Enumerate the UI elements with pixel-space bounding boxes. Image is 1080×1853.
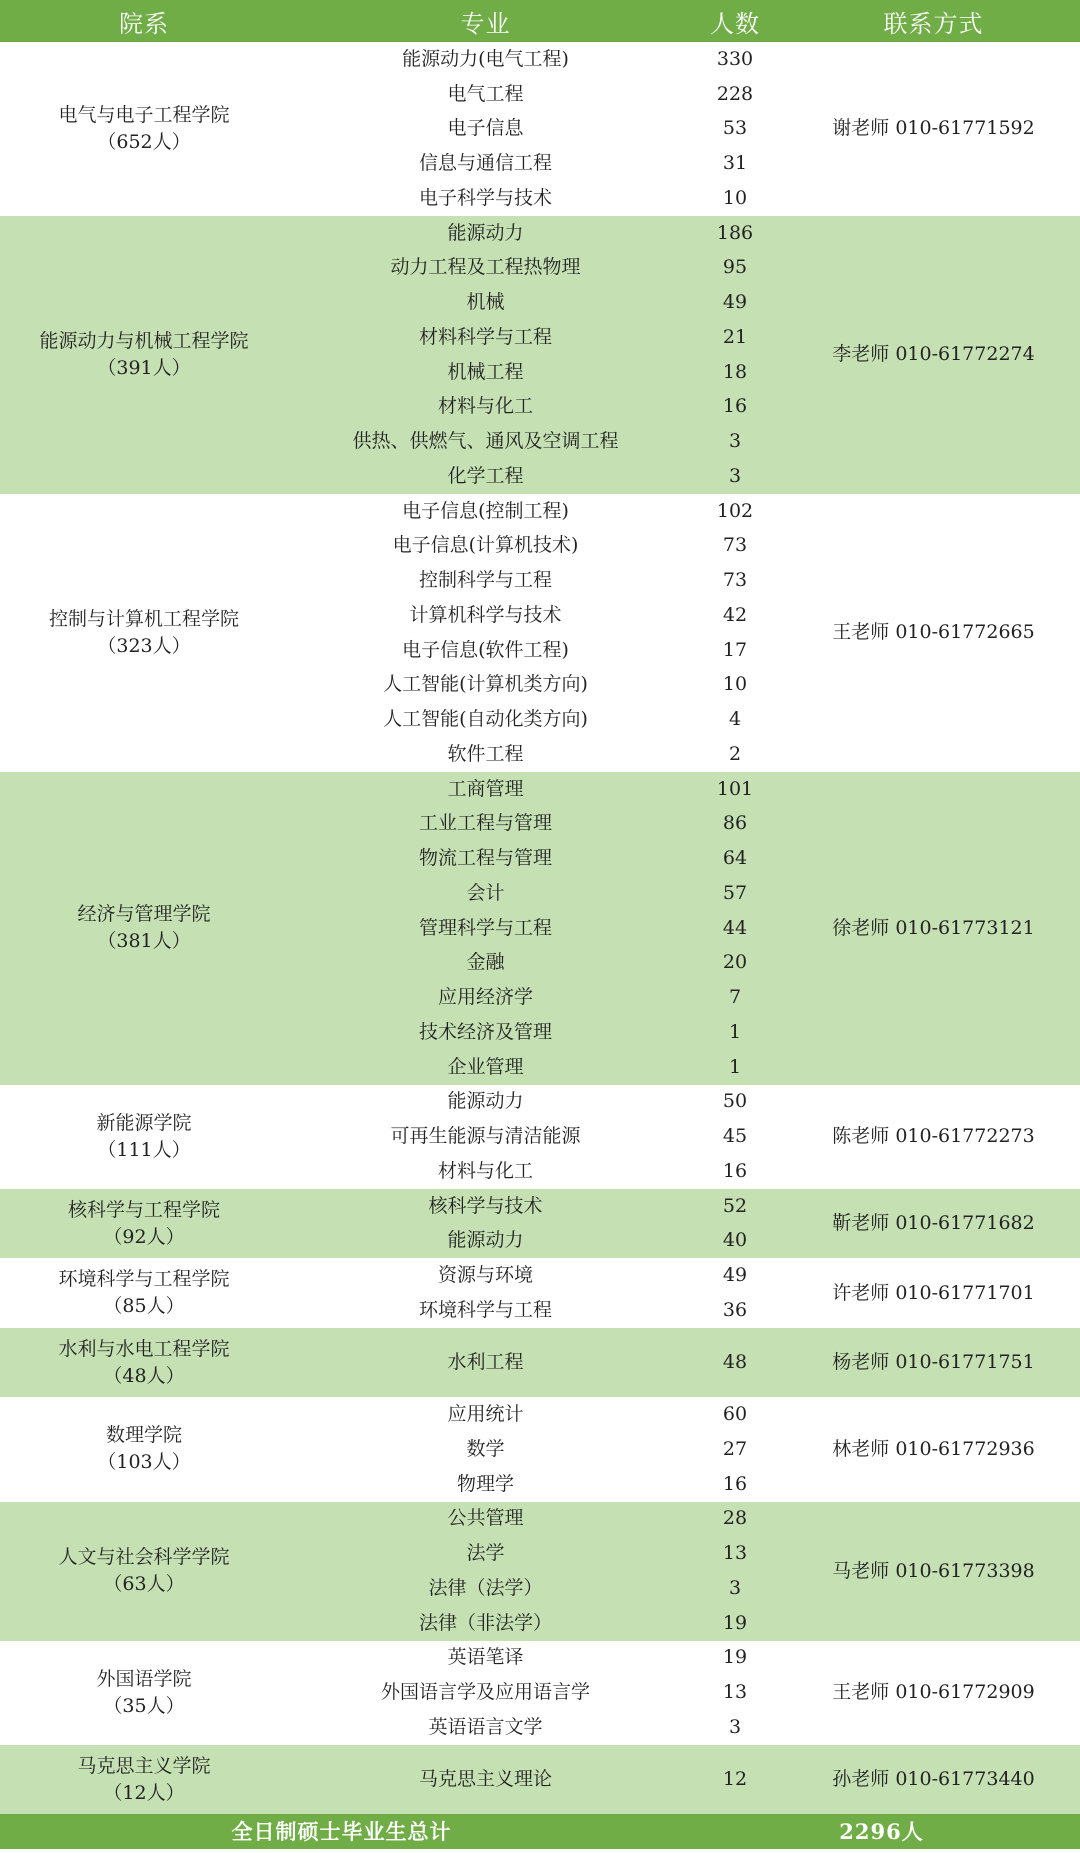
count-cell: 3	[683, 459, 787, 494]
count-cell: 49	[683, 285, 787, 320]
major-cell: 电子信息(软件工程)	[288, 633, 683, 668]
department-cell	[0, 216, 288, 494]
department-name: 水利与水电工程学院	[58, 1337, 230, 1360]
major-cell: 水利工程	[288, 1328, 683, 1398]
major-cell: 信息与通信工程	[288, 146, 683, 181]
count-cell: 186	[683, 216, 787, 251]
count-cell: 10	[683, 668, 787, 703]
major-cell: 应用经济学	[288, 980, 683, 1015]
major-cell: 能源动力	[288, 216, 683, 251]
count-cell: 3	[683, 1710, 787, 1745]
major-cell: 软件工程	[288, 737, 683, 772]
major-cell: 人工智能(自动化类方向)	[288, 702, 683, 737]
major-cell: 英语语言文学	[288, 1710, 683, 1745]
contact-cell: 杨老师 010-61771751	[787, 1328, 1080, 1398]
department-total: （85人）	[103, 1295, 185, 1317]
count-cell: 95	[683, 251, 787, 286]
table-row	[0, 1258, 1080, 1293]
count-cell: 73	[683, 529, 787, 564]
contact-cell: 王老师 010-61772665	[787, 494, 1080, 772]
major-cell: 计算机科学与技术	[288, 598, 683, 633]
major-cell: 金融	[288, 946, 683, 981]
major-cell: 动力工程及工程热物理	[288, 251, 683, 286]
count-cell: 64	[683, 841, 787, 876]
count-cell: 27	[683, 1432, 787, 1467]
table-row	[0, 42, 1080, 77]
department-cell	[0, 1328, 288, 1398]
major-cell: 材料科学与工程	[288, 320, 683, 355]
count-cell: 13	[683, 1675, 787, 1710]
table-row	[0, 1085, 1080, 1120]
contact-cell: 李老师 010-61772274	[787, 216, 1080, 494]
count-cell: 45	[683, 1119, 787, 1154]
major-cell: 机械	[288, 285, 683, 320]
department-total: （652人）	[97, 130, 191, 153]
count-cell: 19	[683, 1606, 787, 1641]
major-cell: 核科学与技术	[288, 1189, 683, 1224]
major-cell: 人工智能(计算机类方向)	[288, 668, 683, 703]
count-cell: 21	[683, 320, 787, 355]
department-cell	[0, 772, 288, 1085]
major-cell: 能源动力	[288, 1085, 683, 1120]
table-row	[0, 216, 1080, 251]
major-cell: 技术经济及管理	[288, 1015, 683, 1050]
contact-cell: 谢老师 010-61771592	[787, 42, 1080, 216]
department-total: （103人）	[97, 1451, 191, 1474]
table-row	[0, 1328, 1080, 1398]
major-cell: 法律（法学）	[288, 1571, 683, 1606]
department-total: （12人）	[103, 1781, 185, 1804]
count-cell: 10	[683, 181, 787, 216]
major-cell: 法律（非法学）	[288, 1606, 683, 1641]
department-name: 能源动力与机械工程学院	[39, 329, 249, 352]
count-cell: 20	[683, 946, 787, 981]
count-cell: 19	[683, 1641, 787, 1676]
count-cell: 3	[683, 1571, 787, 1606]
department-cell	[0, 1641, 288, 1745]
count-cell: 31	[683, 146, 787, 181]
department-cell	[0, 1258, 288, 1328]
contact-cell: 王老师 010-61772909	[787, 1641, 1080, 1745]
department-name: 人文与社会科学学院	[58, 1546, 230, 1568]
total-value: 2296人	[683, 1814, 1080, 1849]
department-cell	[0, 1397, 288, 1501]
department-cell	[0, 1745, 288, 1815]
department-cell	[0, 494, 288, 772]
count-cell: 13	[683, 1536, 787, 1571]
count-cell: 40	[683, 1224, 787, 1259]
total-row	[0, 1814, 1080, 1849]
table-row	[0, 1641, 1080, 1676]
major-cell: 电子信息	[288, 112, 683, 147]
table-row	[0, 1189, 1080, 1224]
department-total: （381人）	[97, 930, 191, 953]
department-name: 核科学与工程学院	[67, 1198, 220, 1221]
major-cell: 能源动力(电气工程)	[288, 42, 683, 77]
total-label: 全日制硕士毕业生总计	[0, 1814, 683, 1849]
department-cell	[0, 1189, 288, 1259]
count-cell: 16	[683, 1467, 787, 1502]
count-cell: 102	[683, 494, 787, 529]
count-cell: 36	[683, 1293, 787, 1328]
count-cell: 12	[683, 1745, 787, 1815]
count-cell: 49	[683, 1258, 787, 1293]
count-cell: 2	[683, 737, 787, 772]
major-cell: 电子科学与技术	[288, 181, 683, 216]
major-cell: 材料与化工	[288, 390, 683, 425]
count-cell: 42	[683, 598, 787, 633]
department-total: （92人）	[103, 1225, 185, 1248]
department-name: 新能源学院	[96, 1111, 192, 1134]
header-contact: 联系方式	[787, 0, 1080, 42]
count-cell: 28	[683, 1502, 787, 1537]
contact-cell: 陈老师 010-61772273	[787, 1085, 1080, 1189]
table-row	[0, 1745, 1080, 1815]
contact-cell: 孙老师 010-61773440	[787, 1745, 1080, 1815]
major-cell: 化学工程	[288, 459, 683, 494]
count-cell: 16	[683, 390, 787, 425]
count-cell: 50	[683, 1085, 787, 1120]
count-cell: 228	[683, 77, 787, 112]
table-row	[0, 494, 1080, 529]
department-name: 经济与管理学院	[77, 903, 211, 926]
department-name: 电气与电子工程学院	[58, 103, 230, 126]
department-total: （111人）	[97, 1138, 191, 1161]
major-cell: 工商管理	[288, 772, 683, 807]
header-count: 人数	[683, 0, 787, 42]
major-cell: 物流工程与管理	[288, 841, 683, 876]
count-cell: 17	[683, 633, 787, 668]
count-cell: 52	[683, 1189, 787, 1224]
major-cell: 马克思主义理论	[288, 1745, 683, 1815]
department-cell	[0, 42, 288, 216]
table-row	[0, 1397, 1080, 1432]
major-cell: 法学	[288, 1536, 683, 1571]
major-cell: 控制科学与工程	[288, 563, 683, 598]
major-cell: 资源与环境	[288, 1258, 683, 1293]
major-cell: 机械工程	[288, 355, 683, 390]
major-cell: 外国语言学及应用语言学	[288, 1675, 683, 1710]
major-cell: 应用统计	[288, 1397, 683, 1432]
major-cell: 能源动力	[288, 1224, 683, 1259]
table-row	[0, 1502, 1080, 1537]
major-cell: 电气工程	[288, 77, 683, 112]
count-cell: 18	[683, 355, 787, 390]
count-cell: 57	[683, 876, 787, 911]
header-row	[0, 0, 1080, 42]
department-name: 马克思主义学院	[77, 1754, 211, 1777]
major-cell: 管理科学与工程	[288, 911, 683, 946]
count-cell: 60	[683, 1397, 787, 1432]
count-cell: 48	[683, 1328, 787, 1398]
major-cell: 会计	[288, 876, 683, 911]
table-row	[0, 772, 1080, 807]
count-cell: 7	[683, 980, 787, 1015]
count-cell: 44	[683, 911, 787, 946]
department-total: （35人）	[103, 1694, 185, 1717]
contact-cell: 马老师 010-61773398	[787, 1502, 1080, 1641]
contact-cell: 许老师 010-61771701	[787, 1258, 1080, 1328]
major-cell: 物理学	[288, 1467, 683, 1502]
count-cell: 4	[683, 702, 787, 737]
contact-cell: 徐老师 010-61773121	[787, 772, 1080, 1085]
department-total: （63人）	[103, 1573, 185, 1595]
department-cell	[0, 1502, 288, 1641]
contact-cell: 靳老师 010-61771682	[787, 1189, 1080, 1259]
count-cell: 1	[683, 1015, 787, 1050]
major-cell: 英语笔译	[288, 1641, 683, 1676]
count-cell: 3	[683, 424, 787, 459]
department-name: 环境科学与工程学院	[58, 1268, 230, 1290]
department-total: （391人）	[97, 356, 191, 379]
department-total: （323人）	[97, 634, 191, 657]
major-cell: 工业工程与管理	[288, 807, 683, 842]
count-cell: 330	[683, 42, 787, 77]
major-cell: 材料与化工	[288, 1154, 683, 1189]
major-cell: 数学	[288, 1432, 683, 1467]
major-cell: 企业管理	[288, 1050, 683, 1085]
count-cell: 73	[683, 563, 787, 598]
major-cell: 电子信息(控制工程)	[288, 494, 683, 529]
department-name: 外国语学院	[96, 1667, 192, 1690]
count-cell: 86	[683, 807, 787, 842]
contact-cell: 林老师 010-61772936	[787, 1397, 1080, 1501]
major-cell: 公共管理	[288, 1502, 683, 1537]
header-major: 专业	[288, 0, 683, 42]
department-name: 数理学院	[105, 1424, 182, 1447]
major-cell: 供热、供燃气、通风及空调工程	[288, 424, 683, 459]
major-cell: 可再生能源与清洁能源	[288, 1119, 683, 1154]
department-total: （48人）	[103, 1364, 185, 1387]
major-cell: 环境科学与工程	[288, 1293, 683, 1328]
department-name: 控制与计算机工程学院	[48, 607, 239, 630]
department-cell	[0, 1085, 288, 1189]
count-cell: 16	[683, 1154, 787, 1189]
count-cell: 1	[683, 1050, 787, 1085]
header-department: 院系	[0, 0, 288, 42]
count-cell: 53	[683, 112, 787, 147]
table-body	[0, 42, 1080, 1814]
count-cell: 101	[683, 772, 787, 807]
major-cell: 电子信息(计算机技术)	[288, 529, 683, 564]
